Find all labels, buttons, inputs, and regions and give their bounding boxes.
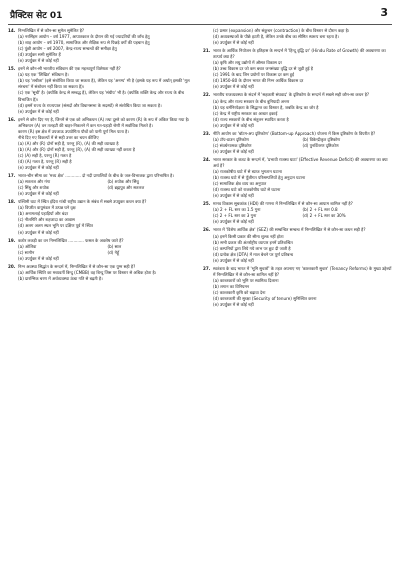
option-line: (e) उपर्युक्त में से कोई नहीं bbox=[213, 219, 254, 225]
question-text: कठोर लकड़ी का वन निम्नलिखित ............ फसल के अवशेष जाते हैं? bbox=[18, 237, 124, 243]
option-line: (a) आर्थिक स्थिति का मध्यवर्ती बिन्दु (CMBB) वह बिन्दु जिस पर विस्तार से अधिक होता है। bbox=[18, 269, 157, 275]
option-line: (e) उपर्युक्त में से कोई नहीं bbox=[213, 122, 254, 128]
option-line: (c) 2 + FL स्तर का 3 गुना bbox=[213, 213, 257, 219]
option-line: (e) उपर्युक्त में से कोई नहीं bbox=[18, 191, 59, 197]
option-line: (b) विकेन्द्रीकृत दृष्टिकोण bbox=[302, 136, 341, 142]
question-number: 19. bbox=[8, 237, 16, 243]
option-line: (c) सिंधु और शयोक bbox=[18, 185, 49, 191]
option-line: (e) उपर्युक्त में से कोई नहीं bbox=[213, 84, 254, 90]
question-block bbox=[203, 157, 392, 199]
option-line: (c) कम्पनियों द्वारा लिये गये लाभ पर छूट दी जाती है bbox=[213, 245, 291, 251]
option-line: (d) काश्तकारी की सुरक्षा (Security of tenure) सुनिश्चित करना bbox=[213, 295, 317, 301]
question-text: भारत सरकार के बजट के सन्दर्भ में, 'प्रभावी राजस्व घाटा' (Effective Revenue Deficit) की अवधारणा का क्या अर्थ है? bbox=[213, 156, 388, 168]
question-block bbox=[203, 227, 392, 263]
question-block bbox=[8, 199, 197, 235]
option-line: (e) उपर्युक्त में से कोई नहीं bbox=[18, 108, 59, 114]
option-line: नीचे दिए गए विकल्पों में से सही उत्तर का चयन कीजिए bbox=[18, 134, 99, 140]
option-line: (a) केन्द्र और राज्य सरकार के बीच बुनियादी अन्तर bbox=[213, 98, 290, 104]
set-title: प्रैक्टिस सेट 01 bbox=[10, 11, 63, 21]
option-line: (c) एक 'सूची' है। (क्योंकि केन्द्र से सम्बद्ध है), लेकिन यह 'संघीय' भी है। (क्योंकि शक्ति केन्द्र और राज्य के बीच विभाजित है)। bbox=[18, 90, 185, 102]
question-block bbox=[8, 173, 197, 197]
option-line: (e) उपर्युक्त में से कोई नहीं bbox=[213, 148, 254, 154]
option-line: (e) उपर्युक्त में से कोई नहीं bbox=[18, 165, 59, 171]
question-text: स्वतंत्रता के बाद भारत में 'भूमि सुधारों' के तहत अपनाए गए 'काश्तकारी सुधार' (Tenancy Reforms) के मुख्य उद्देश्यों में निम्नलिखित में से कौन-सा शामिल नहीं है? bbox=[213, 265, 392, 277]
question-number: 15. bbox=[8, 66, 16, 72]
option-line: (a) टॉप-डाउन दृष्टिकोण bbox=[213, 136, 249, 142]
option-line: (b) प्रारम्भिक चरण में अर्थव्यवस्था ऊंचा गति से बढ़ती है। bbox=[18, 275, 103, 281]
option-line: (a) नरसिंहम आयोग – वर्ष 1977, आपातकाल के दौरान की गई ज्यादतियों की जाँच हेतु bbox=[18, 34, 150, 40]
question-head bbox=[203, 157, 392, 169]
question-number: 26. bbox=[203, 227, 211, 233]
question-head bbox=[203, 48, 392, 60]
question-block bbox=[8, 66, 197, 114]
option-line: (c) संवर्धनात्मक दृष्टिकोण bbox=[213, 142, 252, 148]
option-line: (a) विपरीत वायुमंडल में उत्पन्न घने वृक्ष bbox=[18, 205, 76, 211]
page-number: 3 bbox=[380, 6, 388, 19]
question-text: इनमें से कौन-सी भारतीय संविधान की एक महत्त्वपूर्ण विशेषता नहीं है? bbox=[18, 66, 121, 72]
question-text: भारत-चीन सीमा का 'मध्य क्षेत्र' ............ दो नदी प्रणालियों के बीच के जल-विभाजक द्वारा परिभाषित है। bbox=[18, 173, 174, 179]
option-line: (e) उपर्युक्त में से कोई नहीं bbox=[18, 58, 59, 64]
option-line: (a) कृषि और लघु उद्योगों में औसत विकास दर bbox=[213, 60, 282, 66]
option-line: (a) ओलिवा bbox=[18, 243, 37, 249]
option-line: (c) सागौन bbox=[18, 249, 35, 255]
question-number: 14. bbox=[8, 28, 16, 33]
option-grid bbox=[203, 137, 392, 149]
option-line: (e) उपर्युक्त में से कोई नहीं bbox=[18, 229, 59, 235]
option-line: (b) साल bbox=[107, 243, 122, 249]
question-head bbox=[8, 264, 197, 270]
option-line: (b) यह धर्मनिरपेक्षता के सिद्धान्त का विस्तार है, जबकि केन्द्र का जोर है bbox=[213, 104, 319, 110]
question-number: 16. bbox=[8, 116, 16, 122]
option-line: (a) काश्तकारों को भूमि पर स्वामित्व दिलाना bbox=[213, 277, 279, 283]
question-text: पश्चिमी घाट में स्थित इंदिरा गांधी राष्ट्रीय उद्यान के संबंध में सबसे उपयुक्त कथन क्या है? bbox=[18, 199, 147, 205]
question-number: 18. bbox=[8, 199, 16, 205]
option-line: (c) 1991 के बाद जिन प्रयोगों पर विकास दर कम हुई bbox=[213, 72, 295, 78]
option-line: (b) शयोक और सिंधु bbox=[107, 179, 139, 185]
question-text: नीति आयोग का 'बॉटम-अप दृष्टिकोण' (Bottom-up Approach) योजना में किस दृष्टिकोण के विपरीत है? bbox=[213, 130, 376, 136]
question-block bbox=[203, 48, 392, 90]
option-line: (b) सभी प्रकार की अंतर्राष्ट्रीय व्यापार इनमें प्रतिबन्धित bbox=[213, 239, 293, 245]
question-block bbox=[203, 28, 392, 46]
question-number: 27. bbox=[203, 265, 211, 271]
option-line: (d) गेहूँ bbox=[107, 249, 120, 255]
question-text: भारत में 'विशेष आर्थिक क्षेत्र' (SEZ) की सम्बन्धित सम्बन्ध में निम्नलिखित में से कौन-सा कथन सही है? bbox=[213, 227, 366, 233]
question-number: 24. bbox=[203, 156, 211, 162]
question-block bbox=[8, 264, 197, 282]
question-head bbox=[8, 117, 197, 123]
option-line: कारण (R) इस क्षेत्र में उपजाऊ उपयोगिता पौधों को पानी पूर्ण मिल पाता है। bbox=[18, 128, 129, 134]
option-line: अभिकथन (A) वन तलहटी की बाहर-निकलने में कम गत-पहाड़ी श्रेणी में सर्वाधिक मिलते है। bbox=[18, 122, 153, 128]
option-line: (d) 2 + FL स्तर का 30% bbox=[302, 213, 346, 219]
option-line: (b) यह 'लचीला' (इसे संशोधित किया जा सकता है), लेकिन यह 'अनम्य' भी है (इसके यह रूप में अर्थात् इसकी 'मूल संरचना' में संशोधन नहीं किया जा सकता है)। bbox=[18, 78, 190, 90]
question-number: 21. bbox=[203, 48, 211, 54]
question-number: 17. bbox=[8, 173, 16, 179]
option-line: (c) केन्द्र में राष्ट्रीय सरकार का आधार इकाई bbox=[213, 110, 278, 116]
option-line: (e) उपर्युक्त में से कोई नहीं bbox=[213, 40, 254, 46]
option-line: (d) प्रत्येक क्षेत्र (DTA) में माल बेचने पर पूर्ण प्रतिबन्ध bbox=[213, 251, 293, 257]
option-grid bbox=[8, 179, 197, 191]
question-columns bbox=[8, 28, 392, 564]
question-number: 23. bbox=[203, 130, 211, 136]
option-line: (e) उपर्युक्त में से कोई नहीं bbox=[213, 257, 254, 263]
right-column bbox=[203, 28, 392, 564]
question-block bbox=[203, 266, 392, 308]
question-block bbox=[8, 28, 197, 64]
option-line: (d) पुनर्वितरण दृष्टिकोण bbox=[302, 142, 339, 148]
option-line: (e) उपर्युक्त में से कोई नहीं bbox=[213, 302, 254, 308]
question-block bbox=[8, 117, 197, 171]
option-line: (d) अव्यवस्थाओं के पीछे हटती है, लेकिन उनके बीच का सीमित स्वरूप बना रहता है। bbox=[213, 34, 339, 40]
option-grid bbox=[203, 207, 392, 219]
option-line: (b) उच्च विकास दर जो कम बचत जनसंख्या वृद्धि दर से जुड़ी हुई है bbox=[213, 66, 313, 72]
option-line: (d) राज्य सरकारों के बीच संतुलन स्थापित करता है bbox=[213, 116, 289, 122]
option-line: (b) राजस्व घाटे में से पूँजीगत परिसम्पत्तियों हेतु अनुदान घटाना bbox=[213, 175, 306, 181]
option-line: (d) इसमें राज्य के राज्यपाल (संसदों और विधानसभा के सदस्यों) से संशोधित किया जा सकता है। bbox=[18, 102, 162, 108]
option-line: (a) राजकोषीय घाटे में से ब्याज भुगतान घटाना bbox=[213, 169, 282, 175]
question-head bbox=[203, 266, 392, 278]
question-head bbox=[203, 92, 392, 98]
option-line: (b) शाह आयोग – वर्ष 1970, सामाजिक और शैक्षिक रूप से पिछड़े वर्गों की पहचान हेतु bbox=[18, 40, 150, 46]
question-text: भारतीय राजव्यवस्था के संदर्भ में 'सहकारी संघवाद' के दृष्टिकोण के सन्दर्भ में सबसे सही कौन-सा कथन है? bbox=[213, 92, 370, 98]
option-grid bbox=[8, 244, 197, 256]
option-line: (b) (A) और (R) दोनों सही हैं, परन्तु (R), (A) की सही व्याख्या नहीं करता है bbox=[18, 146, 135, 152]
option-line: (c) (A) सही है, परन्तु (R) गलत है bbox=[18, 152, 72, 158]
option-line: (d) 1950-80 के दौरान भारत की निम्न आर्थिक विकास दर bbox=[213, 78, 304, 84]
page-header bbox=[8, 6, 392, 22]
question-head bbox=[203, 227, 392, 233]
option-line: (a) सतलज और गंगा bbox=[18, 179, 51, 185]
option-line: (c) प्रसार (expansion) और संकुचन (contraction) के बीच विस्तार से दौरान कहा है। bbox=[213, 28, 350, 33]
option-line: (d) उपर्युक्त सभी सुमेलित हैं bbox=[18, 52, 61, 58]
option-line: (e) उपर्युक्त में से कोई नहीं bbox=[18, 255, 59, 261]
question-text: निम्नलिखित में से कौन-सा सुमेल सुमेलित है? bbox=[18, 28, 85, 33]
option-line: (c) पुंछी आयोग – वर्ष 2007, केन्द्र-राज्य सम्बन्धों की समीक्षा हेतु bbox=[18, 46, 117, 52]
option-line: (c) सामाजिक क्षेत्र व्यय का अनुपात bbox=[213, 181, 267, 187]
option-line: (e) उपर्युक्त में से कोई नहीं bbox=[213, 193, 254, 199]
question-number: 25. bbox=[203, 201, 211, 207]
option-line: (a) इनमें किसी प्रकार की सीमा शुल्क नहीं होता bbox=[213, 233, 284, 239]
question-text: भारत के आर्थिक नियोजन के इतिहास के सन्दर्भ में 'हिन्दू वृद्धि दर' (Hindu Rate of Growth) की अवधारणा का तात्पर्य क्या है? bbox=[213, 48, 386, 60]
option-line: (a) 2 + FL स्तर का 1.5 गुना bbox=[213, 207, 261, 213]
left-column bbox=[8, 28, 197, 564]
option-line: (d) अलग अलग स्थल भूमि पर दक्षिण पूर्व में स्थित bbox=[18, 223, 93, 229]
option-line: (b) अनामलाई पहाड़ियाँ और बंदर bbox=[18, 211, 69, 217]
option-line: (b) 2 + FL स्तर 0.8 bbox=[302, 207, 338, 213]
question-text: मानव विकास सूचकांक (HDI) की गणना में निम्नलिखित में से कौन-सा आयाम शामिल नहीं है? bbox=[213, 201, 353, 207]
question-text: निम्न अवस्था सिद्धांत के सन्दर्भ में, निम्नलिखित में से कौन-सा एक युग्म सही है? bbox=[18, 263, 136, 269]
question-block bbox=[203, 92, 392, 128]
option-line: (c) नीलगिरि और शहजादा का आवास bbox=[18, 217, 75, 223]
option-line: (b) लगान का विनियमन bbox=[213, 283, 250, 289]
option-line: (c) काश्तकारी कृषि को बढ़ावा देना bbox=[213, 289, 266, 295]
option-line: (d) ब्रह्मपुत्र और सतलज bbox=[107, 185, 145, 191]
header-rule bbox=[8, 24, 392, 25]
question-number: 20. bbox=[8, 263, 16, 269]
question-block bbox=[203, 201, 392, 225]
option-line: (d) (A) गलत है, परन्तु (R) सही है bbox=[18, 158, 72, 164]
option-line: (a) (A) और (R) दोनों सही हैं, परन्तु (R), (A) की सही व्याख्या है bbox=[18, 140, 119, 146]
option-line: (a) यह एक 'लिखित' संविधान है। bbox=[18, 72, 69, 78]
question-block bbox=[8, 238, 197, 262]
question-text: इनमें से कौन दिए गए है, जिनमें से एक को अभिकथन (A) तथा दूसरे को कारण (R) के रूप में अंकित किया गया है। bbox=[18, 116, 190, 122]
option-line: (d) राजस्व घाटे को राजकोषीय घाटे से घटाना bbox=[213, 187, 281, 193]
question-number: 22. bbox=[203, 92, 211, 98]
question-block bbox=[203, 131, 392, 155]
